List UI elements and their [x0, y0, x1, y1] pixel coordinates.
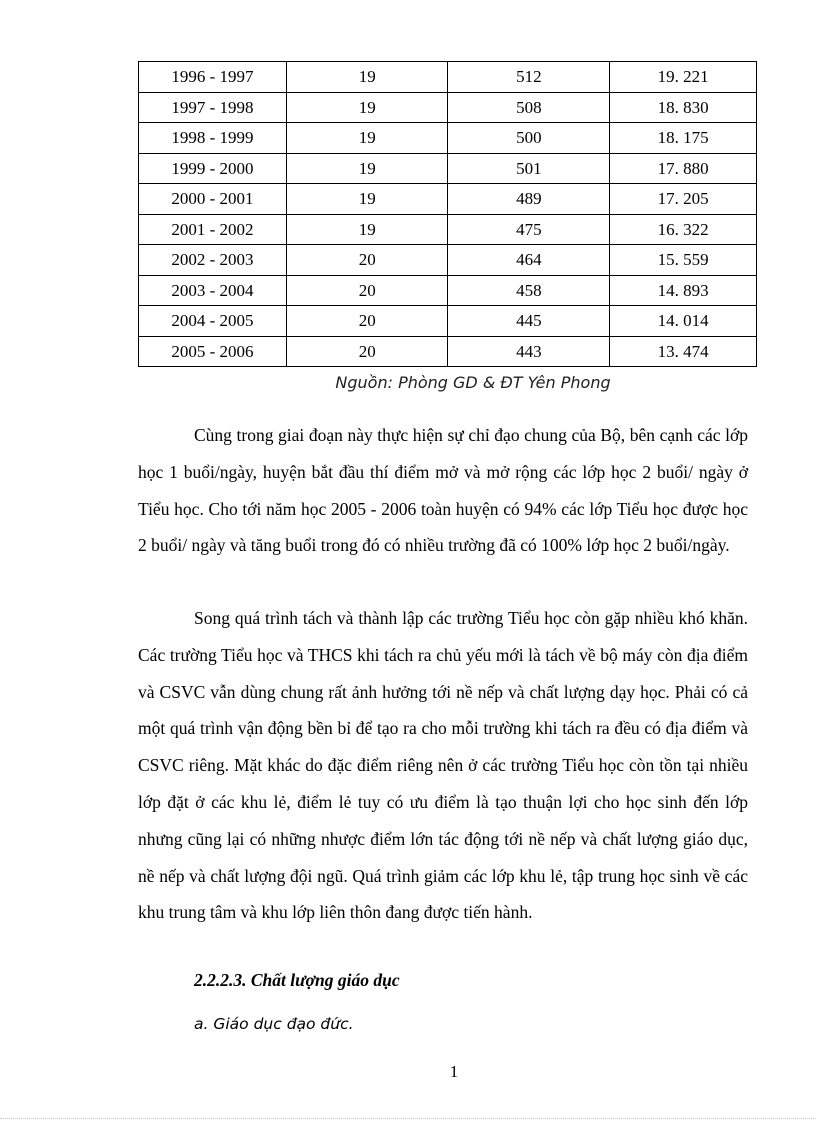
table-cell: 14. 893 — [610, 275, 757, 306]
table-cell: 19 — [286, 153, 448, 184]
table-cell: 508 — [448, 92, 610, 123]
paragraph-2-text: Song quá trình tách và thành lập các trường Tiểu học còn gặp nhiều khó khăn. Các trường Tiểu học và THCS khi tách ra chủ yếu mới là tách về bộ máy còn địa điểm và CSVC vẫn dùng chung rất ảnh hưởng tới nề nếp và chất lượng dạy học. Phải có cả một quá trình vận động bền bỉ để tạo ra cho mỗi trường khi tách ra đều có địa điểm và CSVC riêng. Mặt khác do đặc điểm riêng nên ở các trường Tiểu học còn tồn tại nhiều lớp đặt ở các khu lẻ, điểm lẻ tuy có ưu điểm là tạo thuận lợi cho học sinh đến lớp nhưng cũng lại có những nhược điểm lớn tác động tới nề nếp và chất lượng giáo dục, nề nếp và chất lượng đội ngũ. Quá trình giảm các lớp khu lẻ, tập trung học sinh về các khu trung tâm và khu lớp liên thôn đang được tiến hành. — [138, 608, 748, 923]
table-cell: 458 — [448, 275, 610, 306]
table-cell: 2003 - 2004 — [139, 275, 287, 306]
table-row — [139, 123, 757, 154]
table-cell: 464 — [448, 245, 610, 276]
table-cell: 501 — [448, 153, 610, 184]
table-cell: 2001 - 2002 — [139, 214, 287, 245]
table-cell: 1997 - 1998 — [139, 92, 287, 123]
table-cell: 2004 - 2005 — [139, 306, 287, 337]
table-cell: 2005 - 2006 — [139, 336, 287, 367]
table-cell: 20 — [286, 336, 448, 367]
table-cell: 500 — [448, 123, 610, 154]
table-cell: 1998 - 1999 — [139, 123, 287, 154]
table-cell: 2000 - 2001 — [139, 184, 287, 215]
table-cell: 19 — [286, 123, 448, 154]
table-cell: 1996 - 1997 — [139, 62, 287, 93]
table-cell: 15. 559 — [610, 245, 757, 276]
table-cell: 20 — [286, 306, 448, 337]
table-row — [139, 306, 757, 337]
table-row — [139, 336, 757, 367]
table-cell: 2002 - 2003 — [139, 245, 287, 276]
table-source-note: Nguồn: Phòng GD & ĐT Yên Phong — [335, 373, 611, 392]
table-cell: 19 — [286, 184, 448, 215]
table-cell: 18. 175 — [610, 123, 757, 154]
table-row — [139, 184, 757, 215]
page-number: 1 — [449, 1062, 459, 1081]
table-cell: 1999 - 2000 — [139, 153, 287, 184]
table-cell: 19 — [286, 62, 448, 93]
table-cell: 17. 880 — [610, 153, 757, 184]
section-heading: 2.2.2.3. Chất lượng giáo dục — [194, 970, 400, 990]
table-row — [139, 92, 757, 123]
table-row — [139, 245, 757, 276]
table-row — [139, 62, 757, 93]
table-cell: 445 — [448, 306, 610, 337]
table-cell: 14. 014 — [610, 306, 757, 337]
table-cell: 17. 205 — [610, 184, 757, 215]
table-cell: 16. 322 — [610, 214, 757, 245]
table-cell: 18. 830 — [610, 92, 757, 123]
paragraph-2 — [138, 600, 748, 931]
table-row — [139, 275, 757, 306]
table-cell: 443 — [448, 336, 610, 367]
table-cell: 19. 221 — [610, 62, 757, 93]
paragraph-1 — [138, 417, 748, 564]
table-cell: 20 — [286, 245, 448, 276]
statistics-table-body — [139, 62, 757, 367]
table-cell: 475 — [448, 214, 610, 245]
table-cell: 20 — [286, 275, 448, 306]
table-row — [139, 214, 757, 245]
table-cell: 19 — [286, 214, 448, 245]
table-cell: 489 — [448, 184, 610, 215]
footer-divider — [0, 1118, 816, 1119]
table-row — [139, 153, 757, 184]
table-cell: 19 — [286, 92, 448, 123]
section-subheading: a. Giáo dục đạo đức. — [194, 1015, 354, 1033]
table-cell: 13. 474 — [610, 336, 757, 367]
table-cell: 512 — [448, 62, 610, 93]
paragraph-1-text: Cùng trong giai đoạn này thực hiện sự chỉ đạo chung của Bộ, bên cạnh các lớp học 1 buổi/ngày, huyện bắt đầu thí điểm mở và mở rộng các lớp học 2 buổi/ ngày ở Tiểu học. Cho tới năm học 2005 - 2006 toàn huyện có 94% các lớp Tiểu học được học 2 buổi/ ngày và tăng buổi trong đó có nhiều trường đã có 100% lớp học 2 buổi/ngày. — [138, 425, 748, 556]
statistics-table — [138, 61, 757, 367]
